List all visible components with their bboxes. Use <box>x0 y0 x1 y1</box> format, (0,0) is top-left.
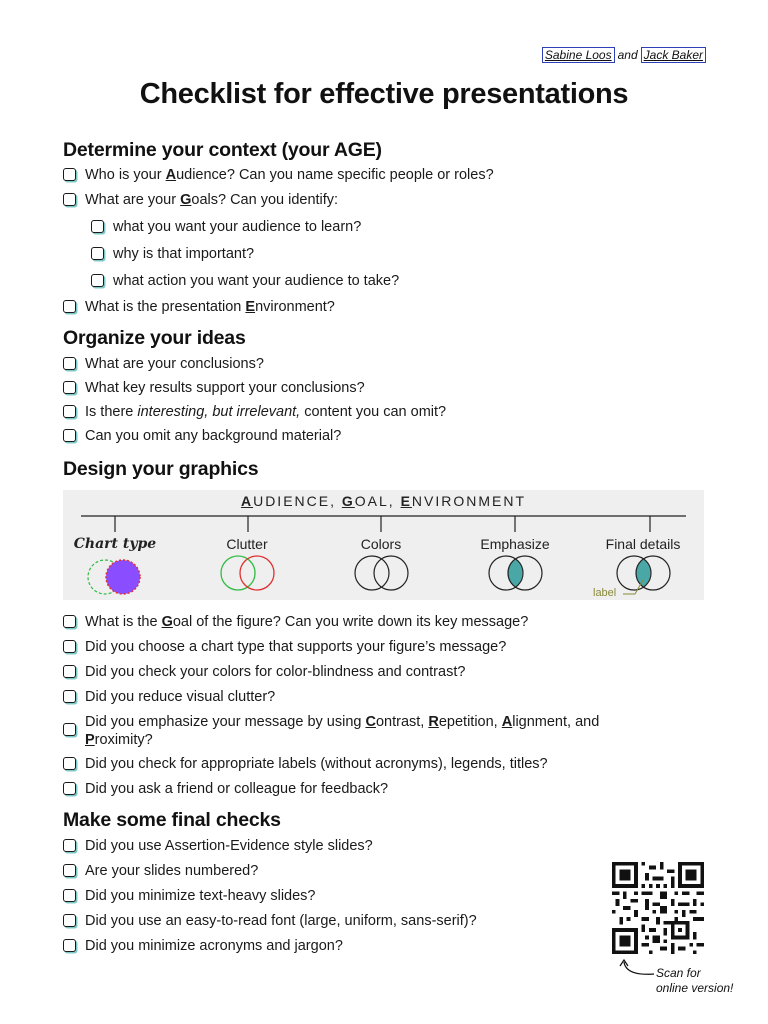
section-heading-context: Determine your context (your AGE) <box>63 139 382 161</box>
item-text: Is there <box>85 404 138 420</box>
key-letter: A <box>165 167 177 183</box>
checklist-item-omit <box>63 403 728 421</box>
item-text: Can you omit any background material? <box>85 428 342 444</box>
item-text: What is the presentation <box>85 299 246 315</box>
venn-emphasize <box>489 556 542 590</box>
label-annotation: label <box>593 587 617 599</box>
section-heading-design: Design your graphics <box>63 458 259 480</box>
checkbox[interactable] <box>63 690 76 703</box>
checklist-item-numbered <box>63 862 568 880</box>
checklist-subitem-learn <box>91 218 728 236</box>
item-text: Are your slides numbered? <box>85 863 259 879</box>
checklist-item-colors <box>63 663 728 681</box>
author-link-sabine-loos[interactable]: Sabine Loos <box>542 47 615 63</box>
qr-caption-line: online version! <box>656 981 734 995</box>
section-design-heading <box>63 457 728 481</box>
checklist-item-feedback <box>63 780 728 798</box>
item-text: Did you use Assertion-Evidence style slides? <box>85 838 373 854</box>
banner-text: NVIRONMENT <box>411 493 527 509</box>
qr-caption-line: Scan for <box>656 966 701 980</box>
checklist-item-audience <box>63 166 728 184</box>
item-text-italic: interesting, but irrelevant, <box>137 404 301 420</box>
item-text: udience? Can you name specific people or roles? <box>176 167 494 183</box>
section-design-items <box>63 613 728 798</box>
checklist-subitem-important <box>91 245 728 263</box>
venn-colors <box>355 556 408 590</box>
venn-circle <box>355 556 389 590</box>
checkbox[interactable] <box>63 939 76 952</box>
checklist-item-figure-goal <box>63 613 728 631</box>
banner-text: OAL, <box>354 493 401 509</box>
section-final <box>63 808 568 955</box>
page-title: Checklist for effective presentations <box>139 78 629 110</box>
item-text: content you can omit? <box>300 404 447 420</box>
item-text: Did you minimize acronyms and jargon? <box>85 938 343 954</box>
venn-final-details <box>617 556 670 594</box>
checkbox[interactable] <box>91 247 104 260</box>
checklist-item-background <box>63 427 728 445</box>
item-text: roximity? <box>94 732 153 748</box>
item-text: oal of the figure? Can you write down its key message? <box>172 614 529 630</box>
checkbox[interactable] <box>63 864 76 877</box>
key-letter: P <box>85 732 95 748</box>
checkbox[interactable] <box>63 640 76 653</box>
stage-label-chart-type: Chart type <box>73 536 157 552</box>
stage-label-clutter: Clutter <box>226 536 268 552</box>
banner-key-g: G <box>341 493 355 509</box>
checklist-item-results <box>63 379 728 397</box>
checkbox[interactable] <box>91 274 104 287</box>
design-process-banner <box>63 490 704 600</box>
item-text: Did you check your colors for color-blindness and contrast? <box>85 664 466 680</box>
checklist-item-chart-type <box>63 638 728 656</box>
checkbox[interactable] <box>91 220 104 233</box>
checklist-subitem-action <box>91 272 728 290</box>
section-organize <box>63 326 728 445</box>
checklist-item-acronyms <box>63 937 568 955</box>
item-text: Who is your <box>85 167 166 183</box>
banner-key-e: E <box>400 493 412 509</box>
venn-circle-purple <box>106 560 140 594</box>
qr-caption <box>656 966 733 996</box>
key-letter: R <box>428 714 439 730</box>
qr-code[interactable] <box>612 862 704 954</box>
checkbox[interactable] <box>63 723 76 736</box>
stage-label-final-details: Final details <box>605 536 681 552</box>
section-heading-final: Make some final checks <box>63 809 281 831</box>
item-text: Did you emphasize your message by using <box>85 714 366 730</box>
item-text: why is that important? <box>113 246 255 262</box>
item-text: Did you check for appropriate labels (without acronyms), legends, titles? <box>85 756 548 772</box>
checkbox[interactable] <box>63 757 76 770</box>
author-link-jack-baker[interactable]: Jack Baker <box>641 47 706 63</box>
key-letter: G <box>180 192 192 208</box>
checkbox[interactable] <box>63 193 76 206</box>
item-text: What are your <box>85 192 181 208</box>
item-text: what action you want your audience to take? <box>113 273 400 289</box>
venn-chart-type <box>88 560 140 594</box>
key-letter: C <box>365 714 376 730</box>
checkbox[interactable] <box>63 839 76 852</box>
section-context <box>63 138 728 316</box>
checkbox[interactable] <box>63 782 76 795</box>
authors <box>542 48 706 62</box>
checkbox[interactable] <box>63 381 76 394</box>
item-text: what you want your audience to learn? <box>113 219 362 235</box>
venn-circle-red <box>240 556 274 590</box>
checkbox[interactable] <box>63 405 76 418</box>
checkbox[interactable] <box>63 615 76 628</box>
item-text: What are your conclusions? <box>85 356 264 372</box>
checkbox[interactable] <box>63 914 76 927</box>
item-text: Did you use an easy-to-read font (large, uniform, sans-serif)? <box>85 913 477 929</box>
banner-key-a: A <box>240 493 254 509</box>
key-letter: E <box>245 299 256 315</box>
checklist-item-conclusions <box>63 355 728 373</box>
key-letter: G <box>161 614 173 630</box>
item-text: oals? Can you identify: <box>191 192 339 208</box>
item-text: Did you minimize text-heavy slides? <box>85 888 316 904</box>
venn-circle-green <box>221 556 255 590</box>
checklist-item-clutter <box>63 688 728 706</box>
checklist-item-font <box>63 912 568 930</box>
checklist-item-labels <box>63 755 728 773</box>
item-text: Did you reduce visual clutter? <box>85 689 276 705</box>
checkbox[interactable] <box>63 665 76 678</box>
checkbox[interactable] <box>63 429 76 442</box>
stage-label-emphasize: Emphasize <box>480 536 550 552</box>
banner-text: UDIENCE, <box>253 493 342 509</box>
checklist-item-text-heavy <box>63 887 568 905</box>
curved-arrow-icon <box>618 958 658 978</box>
venn-circle <box>374 556 408 590</box>
checkbox[interactable] <box>63 889 76 902</box>
venn-clutter <box>221 556 274 590</box>
checkbox[interactable] <box>63 357 76 370</box>
checklist-item-assertion <box>63 837 568 855</box>
item-text: What is the <box>85 614 162 630</box>
checkbox[interactable] <box>63 168 76 181</box>
item-text: What key results support your conclusions? <box>85 380 365 396</box>
checklist-item-environment <box>63 298 728 316</box>
checklist-item-emphasize <box>63 713 675 749</box>
stage-label-colors: Colors <box>360 536 402 552</box>
item-text: lignment, and <box>512 714 600 730</box>
item-text: nvironment? <box>255 299 335 315</box>
key-letter: A <box>501 714 513 730</box>
checklist-item-goals <box>63 191 728 209</box>
item-text: Did you choose a chart type that supports your figure’s message? <box>85 639 507 655</box>
item-text: epetition, <box>438 714 502 730</box>
item-text: ontrast, <box>375 714 429 730</box>
item-text: Did you ask a friend or colleague for feedback? <box>85 781 389 797</box>
section-heading-organize: Organize your ideas <box>63 327 246 349</box>
checkbox[interactable] <box>63 300 76 313</box>
authors-and: and <box>617 48 638 62</box>
